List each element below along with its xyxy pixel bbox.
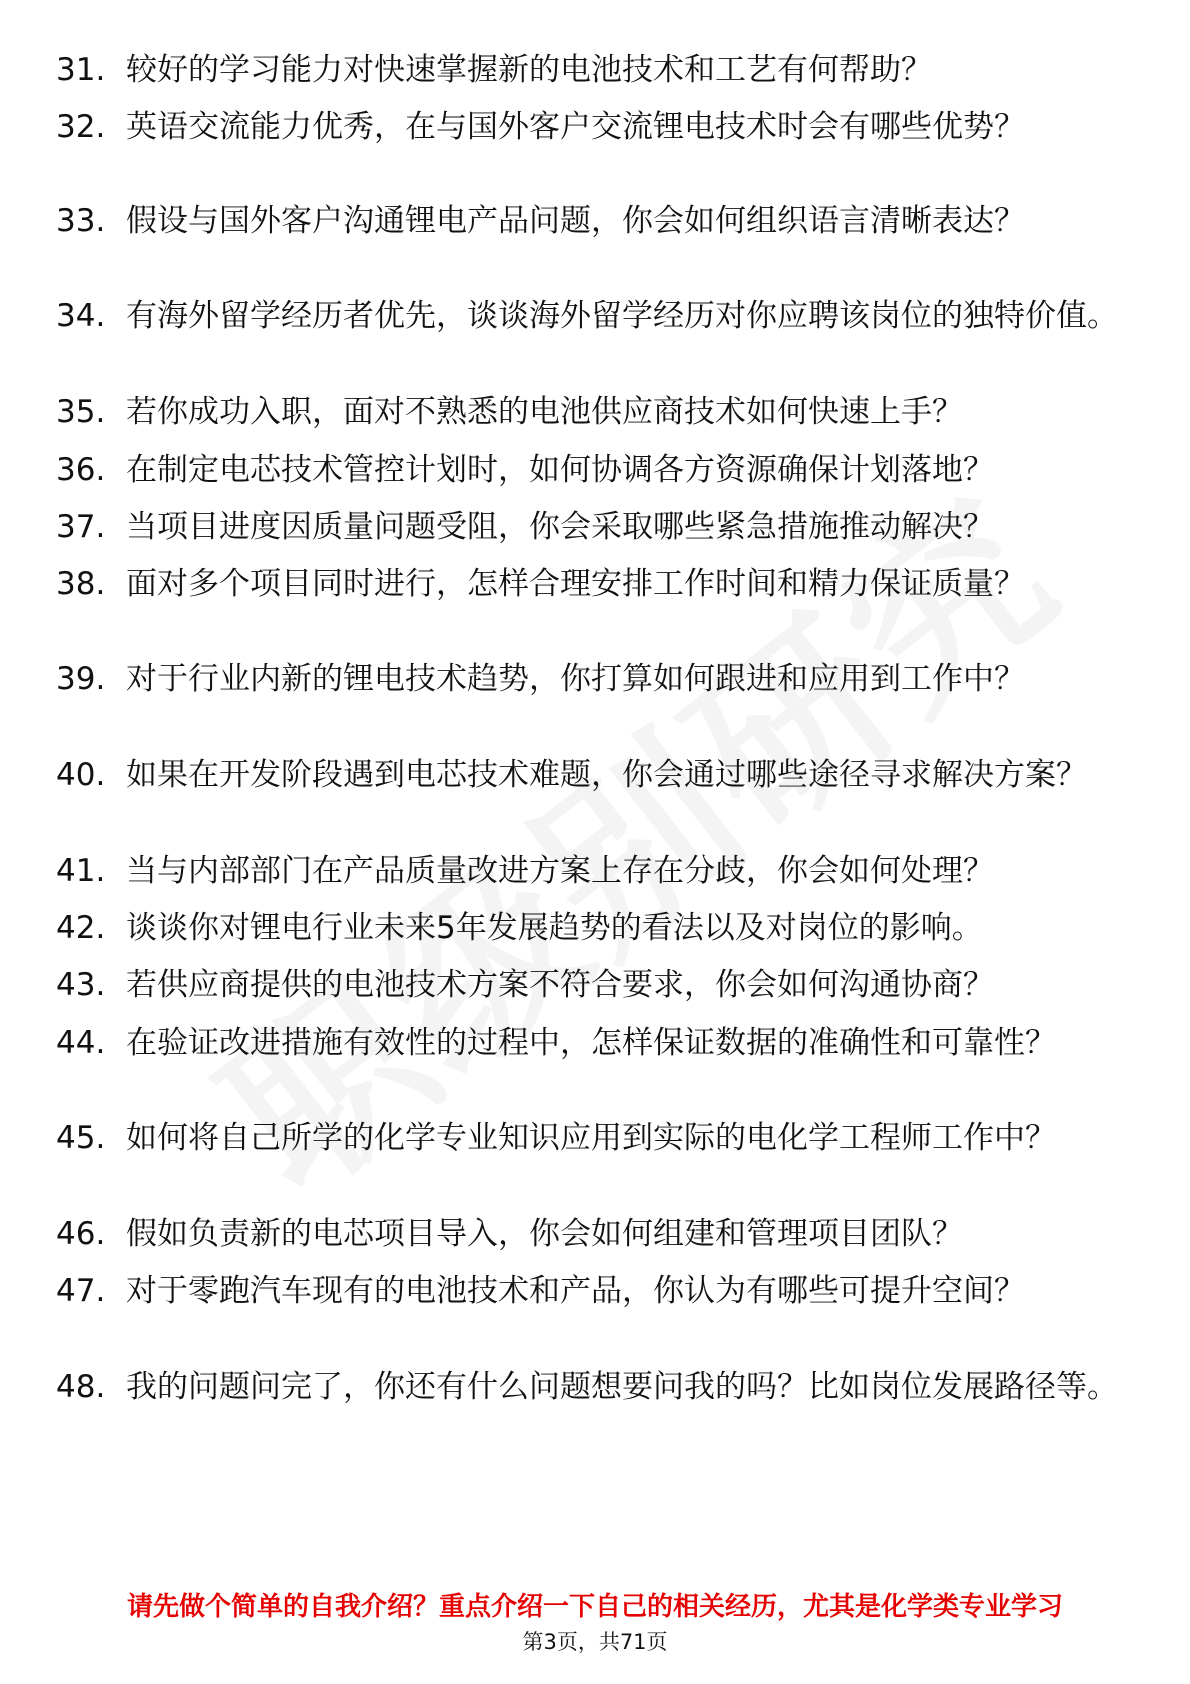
question-text: 假设与国外客户沟通锂电产品问题，你会如何组织语言清晰表达？ <box>126 203 1025 239</box>
question-number: 41. <box>56 853 106 889</box>
list-item <box>56 201 1136 241</box>
list-item <box>56 659 1136 699</box>
list-item <box>56 107 1136 147</box>
question-text: 较好的学习能力对快速掌握新的电池技术和工艺有何帮助？ <box>126 52 932 88</box>
question-number: 32. <box>56 109 106 145</box>
question-text: 若供应商提供的电池技术方案不符合要求，你会如何沟通协商？ <box>126 967 994 1003</box>
list-item <box>56 507 1136 547</box>
question-number: 48. <box>56 1369 106 1405</box>
question-number: 33. <box>56 203 106 239</box>
question-number: 39. <box>56 661 106 697</box>
question-text: 英语交流能力优秀，在与国外客户交流锂电技术时会有哪些优势？ <box>126 109 1025 145</box>
question-text: 若你成功入职，面对不熟悉的电池供应商技术如何快速上手？ <box>126 394 963 430</box>
question-text: 在验证改进措施有效性的过程中，怎样保证数据的准确性和可靠性？ <box>126 1025 1056 1061</box>
list-item <box>56 392 1136 432</box>
question-text: 我的问题问完了，你还有什么问题想要问我的吗？比如岗位发展路径等。 <box>126 1369 1118 1405</box>
list-item <box>56 564 1136 604</box>
question-text: 面对多个项目同时进行，怎样合理安排工作时间和精力保证质量？ <box>126 566 1025 602</box>
question-text: 当项目进度因质量问题受阻，你会采取哪些紧急措施推动解决？ <box>126 509 994 545</box>
question-text: 如何将自己所学的化学专业知识应用到实际的电化学工程师工作中？ <box>126 1120 1056 1156</box>
question-number: 38. <box>56 566 106 602</box>
list-item <box>56 965 1136 1005</box>
question-number: 40. <box>56 757 106 793</box>
question-number: 43. <box>56 967 106 1003</box>
question-number: 35. <box>56 394 106 430</box>
list-item <box>56 851 1136 891</box>
question-text: 假如负责新的电芯项目导入，你会如何组建和管理项目团队？ <box>126 1216 963 1252</box>
question-text: 有海外留学经历者优先，谈谈海外留学经历对你应聘该岗位的独特价值。 <box>126 298 1118 334</box>
question-number: 42. <box>56 910 106 946</box>
footer-banner: 请先做个简单的自我介绍？重点介绍一下自己的相关经历，尤其是化学类专业学习 <box>126 1592 1063 1622</box>
question-number: 34. <box>56 298 106 334</box>
list-item <box>56 1118 1136 1158</box>
list-item <box>56 1367 1136 1407</box>
page-number: 第3页，共71页 <box>522 1630 668 1654</box>
question-number: 47. <box>56 1273 106 1309</box>
question-number: 37. <box>56 509 106 545</box>
list-item <box>56 296 1136 336</box>
question-number: 46. <box>56 1216 106 1252</box>
question-number: 31. <box>56 52 106 88</box>
question-text: 谈谈你对锂电行业未来5年发展趋势的看法以及对岗位的影响。 <box>126 910 983 946</box>
list-item <box>56 908 1136 948</box>
question-text: 如果在开发阶段遇到电芯技术难题，你会通过哪些途径寻求解决方案？ <box>126 757 1087 793</box>
question-text: 在制定电芯技术管控计划时，如何协调各方资源确保计划落地？ <box>126 452 994 488</box>
question-number: 44. <box>56 1025 106 1061</box>
list-item <box>56 1271 1136 1311</box>
question-number: 36. <box>56 452 106 488</box>
question-text: 对于零跑汽车现有的电池技术和产品，你认为有哪些可提升空间？ <box>126 1273 1025 1309</box>
question-text: 对于行业内新的锂电技术趋势，你打算如何跟进和应用到工作中？ <box>126 661 1025 697</box>
question-text: 当与内部部门在产品质量改进方案上存在分歧，你会如何处理？ <box>126 853 994 889</box>
question-number: 45. <box>56 1120 106 1156</box>
list-item <box>56 1023 1136 1063</box>
list-item <box>56 450 1136 490</box>
list-item <box>56 755 1136 795</box>
list-item <box>56 1214 1136 1254</box>
list-item <box>56 50 1136 90</box>
